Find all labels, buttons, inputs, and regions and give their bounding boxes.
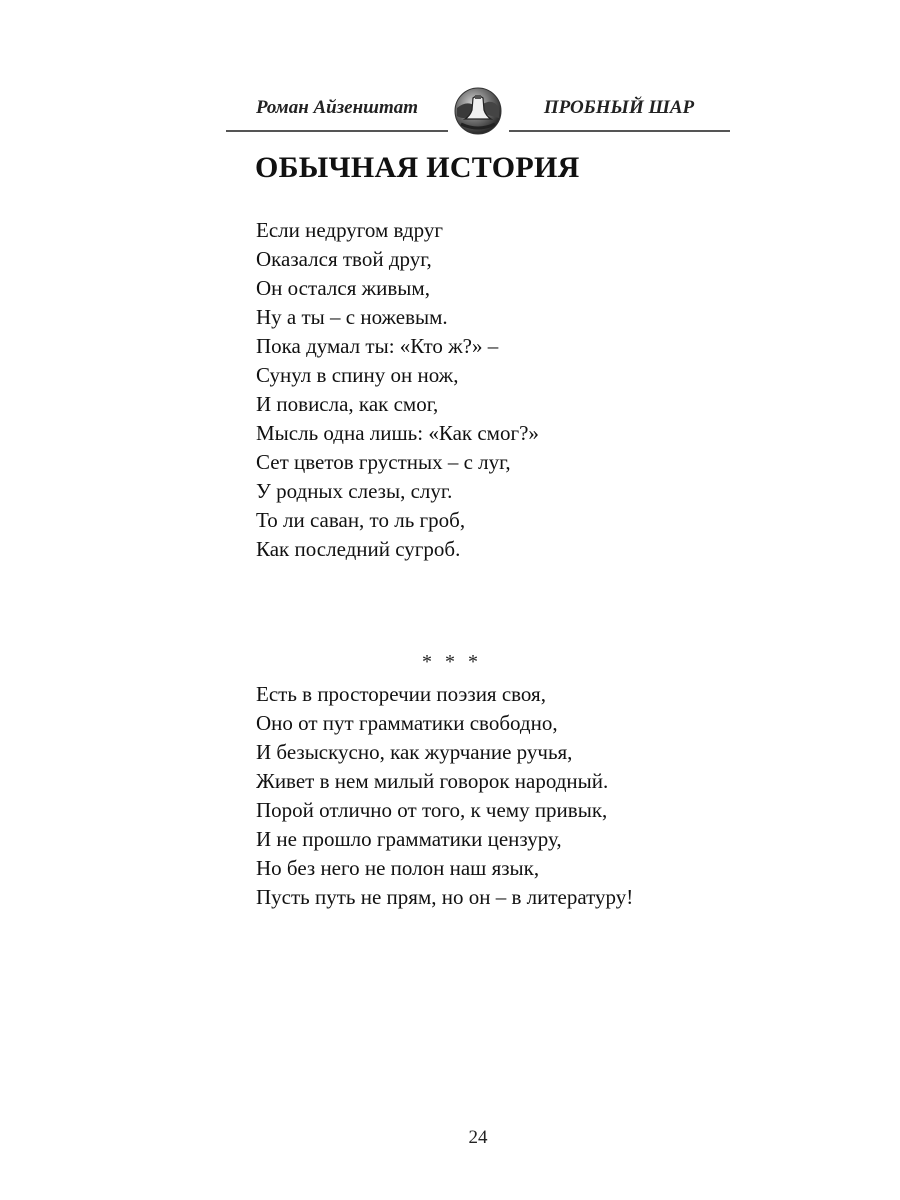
poem2-body <box>256 680 633 912</box>
poem-line: Как последний сугроб. <box>256 537 461 561</box>
poem-title: ОБЫЧНАЯ ИСТОРИЯ <box>255 151 580 184</box>
poem-line: Пока думал ты: «Кто ж?» – <box>256 334 499 358</box>
header-book-title: ПРОБНЫЙ ШАР <box>543 97 695 118</box>
poem-line: И повисла, как смог, <box>256 392 439 416</box>
poem-line: Если недругом вдруг <box>256 218 443 242</box>
header-rule-right <box>509 130 730 132</box>
poem-line: Мысль одна лишь: «Как смог?» <box>256 421 539 445</box>
poem-line: У родных слезы, слуг. <box>256 479 453 503</box>
poem-line: То ли саван, то ль гроб, <box>256 508 466 532</box>
header-rule-left <box>226 130 448 132</box>
poem-line: И не прошло грамматики цензуру, <box>256 827 562 851</box>
poem-line: Сет цветов грустных – с луг, <box>256 450 511 474</box>
poem-line: Порой отлично от того, к чему привык, <box>256 798 608 822</box>
poem1-body <box>256 216 539 564</box>
bell-emblem-icon <box>453 86 503 136</box>
poem-line: Ну а ты – с ножевым. <box>256 305 448 329</box>
poem-line: Он остался живым, <box>256 276 430 300</box>
section-separator: * * * <box>422 651 482 673</box>
page-number: 24 <box>468 1127 488 1148</box>
poem-line: Но без него не полон наш язык, <box>256 856 540 880</box>
header-author: Роман Айзенштат <box>255 97 419 118</box>
poem-line: И безыскусно, как журчание ручья, <box>256 740 573 764</box>
poem-line: Оно от пут грамматики свободно, <box>256 711 558 735</box>
poem-line: Живет в нем милый говорок народный. <box>256 769 609 793</box>
poem-line: Сунул в спину он нож, <box>256 363 459 387</box>
poem-line: Пусть путь не прям, но он – в литературу! <box>256 885 634 909</box>
poem-line: Есть в просторечии поэзия своя, <box>256 682 546 706</box>
poem-line: Оказался твой друг, <box>256 247 432 271</box>
